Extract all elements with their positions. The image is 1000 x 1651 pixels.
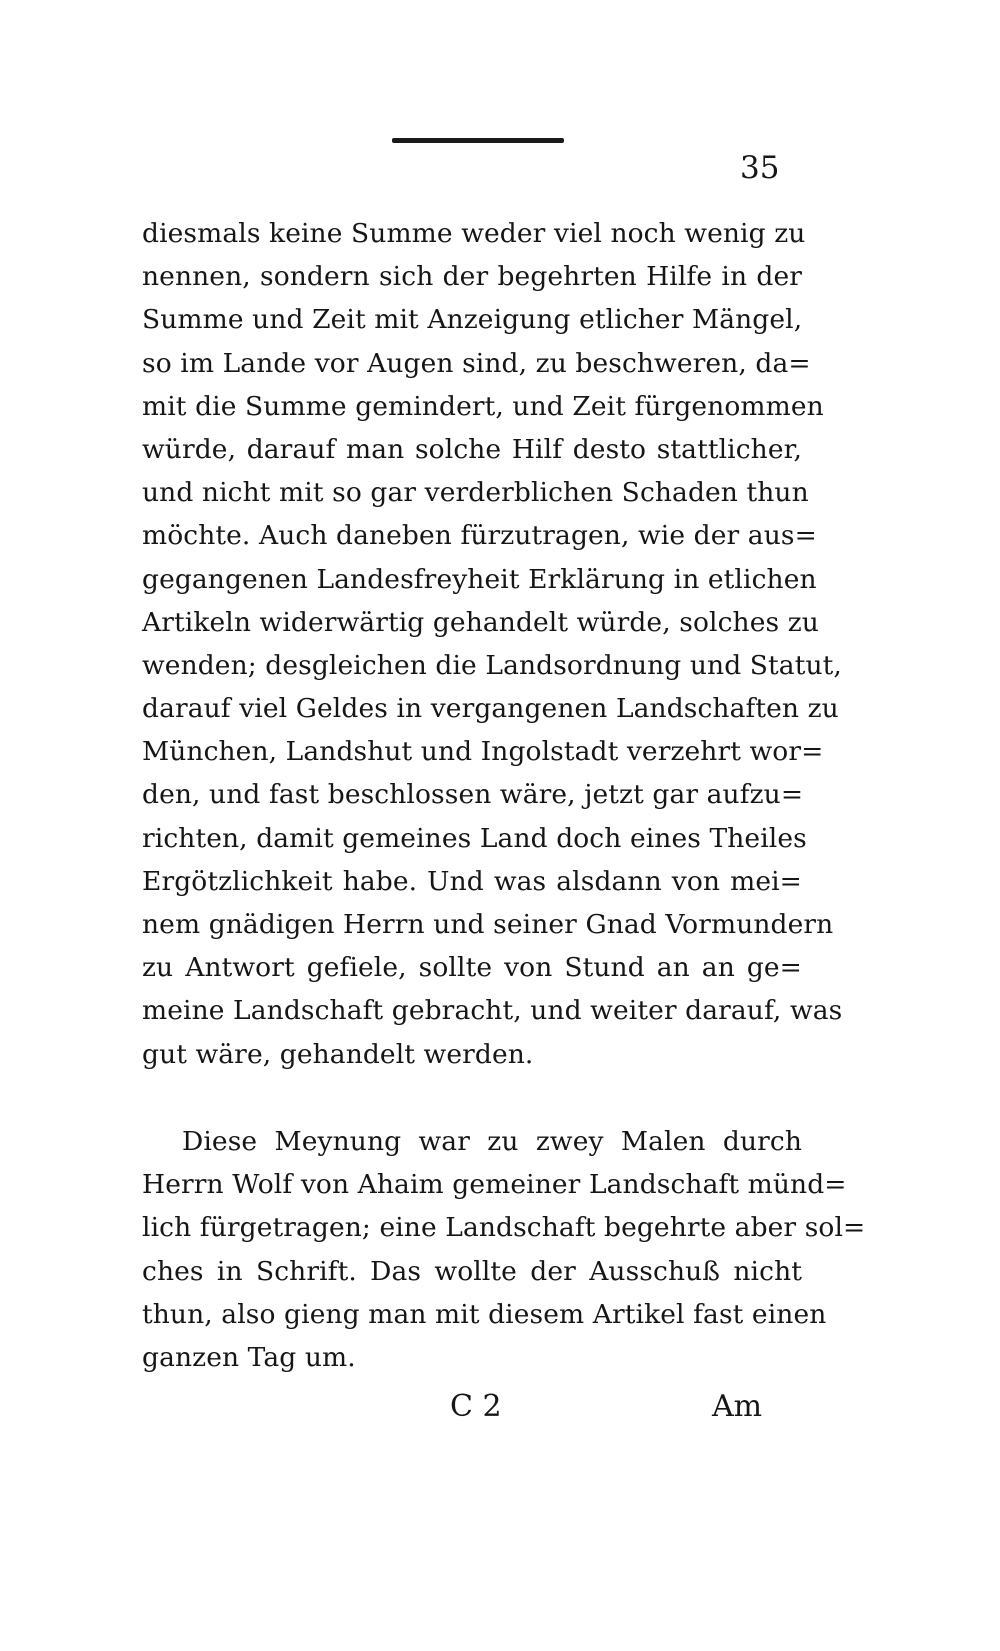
text-line: gegangenen Landesfreyheit Erklärung in etlichen	[142, 563, 817, 595]
text-line: Summe und Zeit mit Anzeigung etlicher Mängel,	[142, 304, 803, 336]
text-line: Herrn Wolf von Ahaim gemeiner Landschaft münd=	[142, 1169, 847, 1201]
text-line: richten, damit gemeines Land doch eines Theiles	[142, 822, 807, 854]
text-line: darauf viel Geldes in vergangenen Landschaften zu	[142, 693, 839, 725]
text-line: den, und fast beschlossen wäre, jetzt gar aufzu=	[142, 779, 804, 811]
text-line: lich fürgetragen; eine Landschaft begehrte aber sol=	[142, 1212, 866, 1244]
text-line: Artikeln widerwärtig gehandelt würde, solches zu	[142, 606, 819, 638]
text-line: ganzen Tag um.	[142, 1341, 356, 1373]
text-line: zu Antwort gefiele, sollte von Stund an an ge=	[142, 952, 802, 984]
text-line: nem gnädigen Herrn und seiner Gnad Vormundern	[142, 909, 834, 940]
text-line: München, Landshut und Ingolstadt verzehrt wor=	[142, 736, 824, 768]
text-line: Diese Meynung war zu zwey Malen durch	[182, 1126, 802, 1157]
catchword: Am	[712, 1389, 763, 1424]
text-line: würde, darauf man solche Hilf desto stattlicher,	[142, 433, 802, 465]
text-line: diesmals keine Summe weder viel noch wenig zu	[142, 218, 806, 249]
text-line: gut wäre, gehandelt werden.	[142, 1038, 534, 1070]
text-line: möchte. Auch daneben fürzutragen, wie der aus=	[142, 520, 817, 552]
text-line: und nicht mit so gar verderblichen Schaden thun	[142, 477, 809, 509]
text-line: thun, also gieng man mit diesem Artikel fast einen	[142, 1298, 827, 1330]
text-line: ches in Schrift. Das wollte der Ausschuß nicht	[142, 1255, 802, 1287]
text-line: mit die Summe gemindert, und Zeit fürgenommen	[142, 390, 824, 422]
paragraph-2	[142, 1120, 866, 1379]
text-line: meine Landschaft gebracht, und weiter darauf, was	[142, 995, 843, 1027]
paragraph-1	[142, 212, 843, 1076]
header-rule	[392, 138, 564, 143]
signature-mark: C 2	[450, 1389, 502, 1424]
text-line: Ergötzlichkeit habe. Und was alsdann von mei=	[142, 865, 802, 897]
page-number: 35	[740, 150, 780, 186]
text-line: wenden; desgleichen die Landsordnung und Statut,	[142, 649, 842, 681]
text-line: nennen, sondern sich der begehrten Hilfe in der	[142, 261, 802, 293]
text-line: so im Lande vor Augen sind, zu beschweren, da=	[142, 347, 811, 379]
